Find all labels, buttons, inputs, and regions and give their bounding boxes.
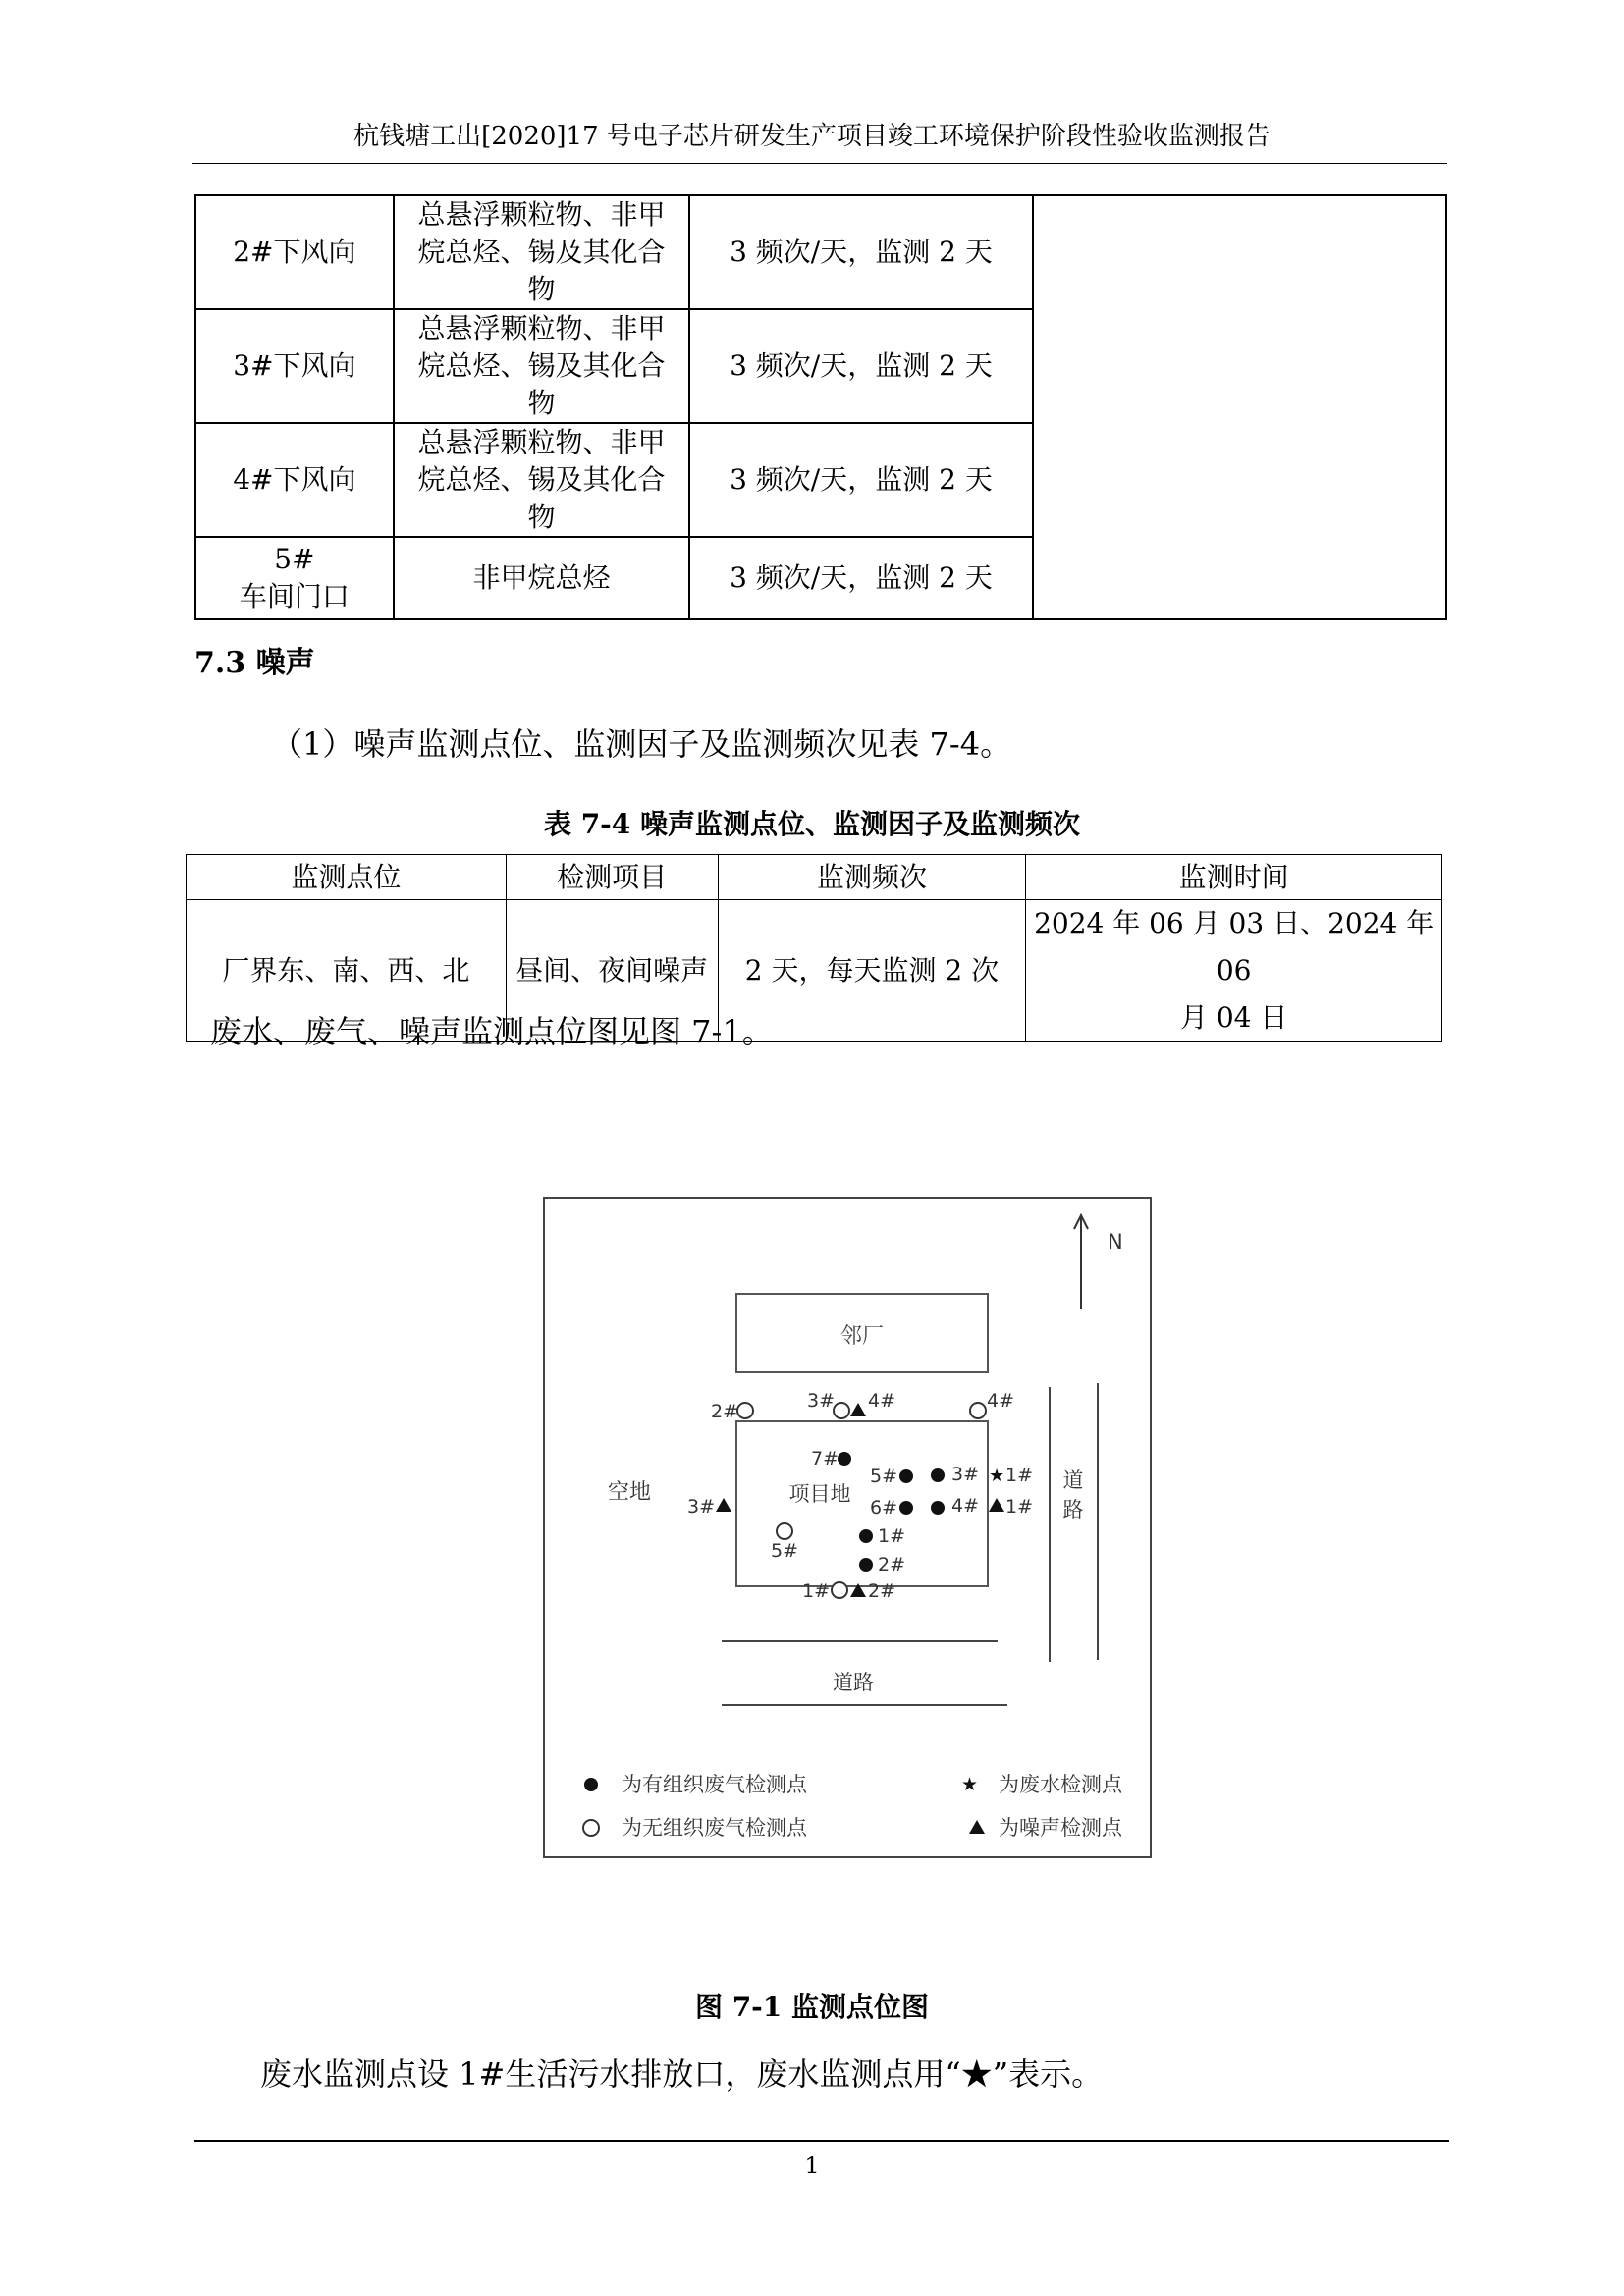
table-cell: 总悬浮颗粒物、非甲 烷总烃、锡及其化合 物 <box>394 309 690 423</box>
column-header: 检测项目 <box>506 855 718 900</box>
column-header: 监测时间 <box>1026 855 1442 900</box>
monitoring-point-map <box>542 1196 1153 1859</box>
unorganized-point-5 <box>777 1523 792 1539</box>
point-label: 3# <box>687 1496 716 1518</box>
air-monitoring-table <box>194 194 1447 620</box>
point-label: 4# <box>987 1390 1015 1412</box>
organized-point-6 <box>899 1501 913 1515</box>
table-cell: 昼间、夜间噪声 <box>506 900 718 1042</box>
column-header: 监测频次 <box>718 855 1026 900</box>
organized-point-5 <box>899 1469 913 1483</box>
legend-unorganized-label: 为无组织废气检测点 <box>622 1816 807 1840</box>
point-label: 2# <box>868 1580 896 1602</box>
table-cell: 3 频次/天，监测 2 天 <box>689 309 1032 423</box>
point-label: 7# <box>811 1448 839 1469</box>
point-label: 1# <box>802 1580 831 1602</box>
table-cell-empty <box>1033 195 1446 619</box>
paragraph: 废水监测点设 1#生活污水排放口，废水监测点用“★”表示。 <box>260 2056 1104 2093</box>
point-label: 4# <box>868 1390 896 1412</box>
table-caption: 表 7-4 噪声监测点位、监测因子及监测频次 <box>543 808 1081 840</box>
table-cell: 4#下风向 <box>195 423 394 537</box>
table-cell: 厂界东、南、西、北 <box>187 900 507 1042</box>
paragraph: （1）噪声监测点位、监测因子及监测频次见表 7-4。 <box>271 725 1012 763</box>
legend-noise-label: 为噪声检测点 <box>999 1816 1122 1840</box>
vacant-land-label: 空地 <box>608 1480 652 1505</box>
road-right-label: 路 <box>1062 1498 1084 1522</box>
table-cell: 3 频次/天，监测 2 天 <box>689 537 1032 619</box>
legend-wastewater-icon: ★ <box>961 1774 979 1795</box>
footer-divider <box>194 2140 1449 2142</box>
organized-point-3 <box>931 1468 945 1482</box>
legend-unorganized-icon <box>583 1820 599 1836</box>
organized-point-4 <box>931 1501 945 1515</box>
table-row <box>195 195 1446 309</box>
point-label: 3# <box>951 1464 980 1485</box>
project-site-label: 项目地 <box>788 1482 851 1506</box>
figure-frame <box>544 1198 1151 1857</box>
organized-point-1 <box>859 1529 873 1543</box>
road-bottom-label: 道路 <box>833 1671 874 1694</box>
neighbor-factory-label: 邻厂 <box>839 1324 885 1349</box>
point-label: 1# <box>1005 1496 1034 1518</box>
organized-point-2 <box>859 1558 873 1572</box>
unorganized-point-3 <box>834 1403 849 1418</box>
table-cell: 3 频次/天，监测 2 天 <box>689 423 1032 537</box>
legend-organized-label: 为有组织废气检测点 <box>622 1773 807 1796</box>
unorganized-point-2 <box>737 1403 753 1418</box>
organized-point-7 <box>838 1452 851 1466</box>
unorganized-point-4 <box>970 1403 986 1418</box>
paragraph: 废水、废气、噪声监测点位图见图 7-1。 <box>210 1013 774 1050</box>
table-cell: 3 频次/天，监测 2 天 <box>689 195 1032 309</box>
figure-caption: 图 7-1 监测点位图 <box>694 1991 930 2023</box>
page-number: 1 <box>804 2152 820 2179</box>
page-header: 杭钱塘工出[2020]17 号电子芯片研发生产项目竣工环境保护阶段性验收监测报告 <box>353 122 1271 151</box>
point-label: 1# <box>878 1525 906 1547</box>
table-cell: 5# 车间门口 <box>195 537 394 619</box>
table-cell: 总悬浮颗粒物、非甲 烷总烃、锡及其化合 物 <box>394 423 690 537</box>
unorganized-point-1 <box>832 1582 847 1598</box>
table-cell: 2#下风向 <box>195 195 394 309</box>
table-cell: 总悬浮颗粒物、非甲 烷总烃、锡及其化合 物 <box>394 195 690 309</box>
legend-wastewater-label: 为废水检测点 <box>999 1773 1122 1796</box>
point-label: 1# <box>1005 1465 1034 1486</box>
table-cell: 2 天，每天监测 2 次 <box>718 900 1026 1042</box>
header-divider <box>192 163 1447 164</box>
road-right-label: 道 <box>1062 1468 1084 1492</box>
north-label: N <box>1108 1230 1123 1254</box>
table-cell: 3#下风向 <box>195 309 394 423</box>
point-label: 4# <box>951 1495 980 1517</box>
section-heading: 7.3 噪声 <box>194 646 315 680</box>
table-cell: 非甲烷总烃 <box>394 537 690 619</box>
legend-organized-icon <box>584 1778 598 1791</box>
point-label: 5# <box>771 1540 799 1562</box>
wastewater-star-icon: ★ <box>989 1466 1005 1486</box>
column-header: 监测点位 <box>187 855 507 900</box>
point-label: 2# <box>711 1401 739 1422</box>
point-label: 3# <box>807 1390 836 1412</box>
point-label: 2# <box>878 1554 906 1575</box>
point-label: 5# <box>870 1466 898 1487</box>
point-label: 6# <box>870 1497 898 1519</box>
table-header-row <box>187 855 1442 900</box>
table-cell: 2024 年 06 月 03 日、2024 年 06 月 04 日 <box>1026 900 1442 1042</box>
